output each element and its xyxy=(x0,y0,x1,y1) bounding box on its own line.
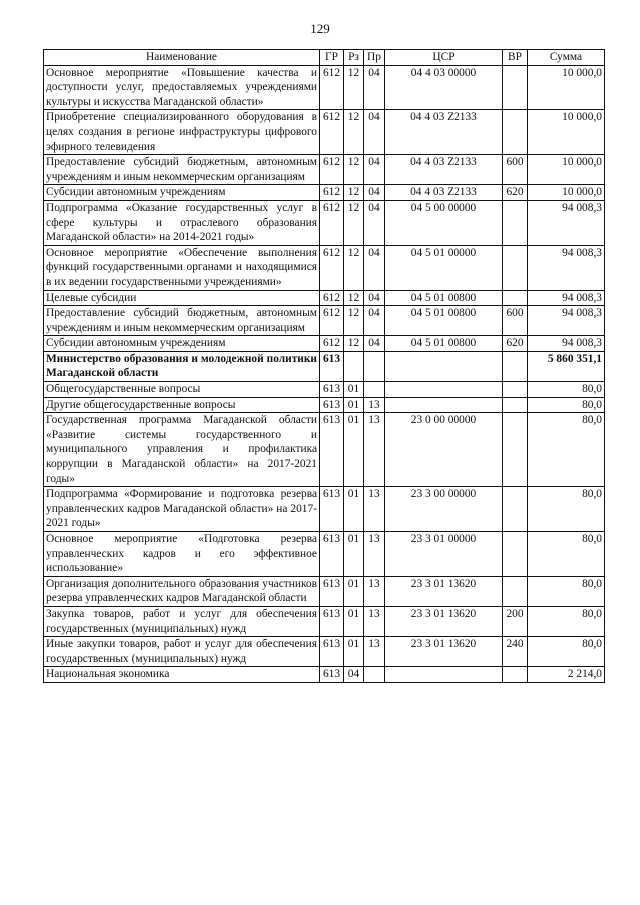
row-name: Подпрограмма «Формирование и подготовка резерва управленческих кадров Магаданской области» на 2017-2021 годы» xyxy=(44,487,320,532)
row-vr xyxy=(503,65,528,110)
row-vr: 600 xyxy=(503,155,528,185)
row-name: Субсидии автономным учреждениям xyxy=(44,185,320,201)
row-rz: 12 xyxy=(344,65,364,110)
row-vr xyxy=(503,382,528,398)
row-gr: 613 xyxy=(320,532,344,577)
table-row xyxy=(44,306,605,336)
row-name: Общегосударственные вопросы xyxy=(44,382,320,398)
row-csr: 04 5 00 00000 xyxy=(385,200,503,245)
row-csr: 04 5 01 00000 xyxy=(385,245,503,290)
row-csr: 04 4 03 Z2133 xyxy=(385,155,503,185)
row-rz: 01 xyxy=(344,397,364,413)
table-row xyxy=(44,532,605,577)
row-vr xyxy=(503,200,528,245)
table-row xyxy=(44,290,605,306)
budget-table xyxy=(43,49,605,683)
row-gr: 613 xyxy=(320,351,344,381)
row-pr: 04 xyxy=(364,336,385,352)
row-csr: 04 5 01 00800 xyxy=(385,306,503,336)
row-sum: 80,0 xyxy=(528,382,605,398)
row-csr: 04 5 01 00800 xyxy=(385,336,503,352)
row-pr: 04 xyxy=(364,110,385,155)
row-rz: 01 xyxy=(344,532,364,577)
row-pr xyxy=(364,351,385,381)
row-gr: 613 xyxy=(320,637,344,667)
row-name: Предоставление субсидий бюджетным, автономным учреждениям и иным некоммерческим организациям xyxy=(44,155,320,185)
row-sum: 5 860 351,1 xyxy=(528,351,605,381)
row-rz: 01 xyxy=(344,606,364,636)
row-rz: 01 xyxy=(344,487,364,532)
row-gr: 613 xyxy=(320,667,344,683)
row-rz: 12 xyxy=(344,290,364,306)
row-gr: 613 xyxy=(320,606,344,636)
row-vr: 200 xyxy=(503,606,528,636)
row-rz: 12 xyxy=(344,200,364,245)
row-pr: 13 xyxy=(364,637,385,667)
row-vr xyxy=(503,667,528,683)
row-rz: 12 xyxy=(344,110,364,155)
row-csr: 23 3 01 13620 xyxy=(385,637,503,667)
row-gr: 612 xyxy=(320,65,344,110)
table-row xyxy=(44,65,605,110)
table-row xyxy=(44,606,605,636)
table-row xyxy=(44,245,605,290)
row-pr: 13 xyxy=(364,606,385,636)
row-pr: 04 xyxy=(364,200,385,245)
row-pr: 13 xyxy=(364,487,385,532)
row-sum: 94 008,3 xyxy=(528,245,605,290)
row-pr xyxy=(364,667,385,683)
row-sum: 10 000,0 xyxy=(528,185,605,201)
row-pr: 13 xyxy=(364,532,385,577)
row-sum: 80,0 xyxy=(528,532,605,577)
row-sum: 94 008,3 xyxy=(528,306,605,336)
header-vr: ВР xyxy=(503,50,528,66)
row-name: Предоставление субсидий бюджетным, автономным учреждениям и иным некоммерческим организациям xyxy=(44,306,320,336)
row-rz: 01 xyxy=(344,413,364,487)
row-vr xyxy=(503,532,528,577)
row-vr xyxy=(503,397,528,413)
row-sum: 94 008,3 xyxy=(528,336,605,352)
header-csr: ЦСР xyxy=(385,50,503,66)
row-pr: 04 xyxy=(364,65,385,110)
table-row xyxy=(44,155,605,185)
table-row xyxy=(44,200,605,245)
row-sum: 94 008,3 xyxy=(528,290,605,306)
row-sum: 10 000,0 xyxy=(528,155,605,185)
row-vr: 600 xyxy=(503,306,528,336)
row-sum: 80,0 xyxy=(528,487,605,532)
row-csr: 04 4 03 00000 xyxy=(385,65,503,110)
row-vr xyxy=(503,576,528,606)
table-header-row xyxy=(44,50,605,66)
row-pr: 13 xyxy=(364,413,385,487)
row-csr: 23 0 00 00000 xyxy=(385,413,503,487)
row-name: Субсидии автономным учреждениям xyxy=(44,336,320,352)
header-rz: Рз xyxy=(344,50,364,66)
row-gr: 612 xyxy=(320,245,344,290)
row-csr xyxy=(385,667,503,683)
row-sum: 80,0 xyxy=(528,606,605,636)
row-csr xyxy=(385,397,503,413)
row-gr: 612 xyxy=(320,185,344,201)
row-rz: 12 xyxy=(344,185,364,201)
row-gr: 613 xyxy=(320,576,344,606)
row-gr: 613 xyxy=(320,487,344,532)
row-sum: 80,0 xyxy=(528,576,605,606)
row-rz: 12 xyxy=(344,306,364,336)
table-row xyxy=(44,487,605,532)
row-pr: 04 xyxy=(364,185,385,201)
table-row xyxy=(44,413,605,487)
row-name: Закупка товаров, работ и услуг для обеспечения государственных (муниципальных) нужд xyxy=(44,606,320,636)
row-csr: 23 3 00 00000 xyxy=(385,487,503,532)
row-name: Основное мероприятие «Подготовка резерва управленческих кадров и его эффективное использование» xyxy=(44,532,320,577)
row-sum: 94 008,3 xyxy=(528,200,605,245)
row-sum: 10 000,0 xyxy=(528,65,605,110)
row-name: Министерство образования и молодежной политики Магаданской области xyxy=(44,351,320,381)
header-gr: ГР xyxy=(320,50,344,66)
row-sum: 10 000,0 xyxy=(528,110,605,155)
row-sum: 2 214,0 xyxy=(528,667,605,683)
row-pr: 13 xyxy=(364,397,385,413)
row-rz: 12 xyxy=(344,336,364,352)
row-pr: 04 xyxy=(364,245,385,290)
row-name: Национальная экономика xyxy=(44,667,320,683)
row-sum: 80,0 xyxy=(528,637,605,667)
row-rz xyxy=(344,351,364,381)
row-pr: 04 xyxy=(364,306,385,336)
row-rz: 04 xyxy=(344,667,364,683)
row-sum: 80,0 xyxy=(528,413,605,487)
row-pr: 13 xyxy=(364,576,385,606)
table-row xyxy=(44,382,605,398)
row-vr: 620 xyxy=(503,336,528,352)
row-gr: 612 xyxy=(320,110,344,155)
row-gr: 612 xyxy=(320,306,344,336)
row-vr: 620 xyxy=(503,185,528,201)
row-name: Организация дополнительного образования участников резерва управленческих кадров Магаданской области xyxy=(44,576,320,606)
table-body xyxy=(44,65,605,682)
row-name: Целевые субсидии xyxy=(44,290,320,306)
row-name: Другие общегосударственные вопросы xyxy=(44,397,320,413)
table-row xyxy=(44,185,605,201)
row-name: Основное мероприятие «Обеспечение выполнения функций государственными органами и находящимися в их ведении государственными учреждениями» xyxy=(44,245,320,290)
row-pr: 04 xyxy=(364,155,385,185)
row-vr xyxy=(503,110,528,155)
row-pr: 04 xyxy=(364,290,385,306)
row-csr: 23 3 01 00000 xyxy=(385,532,503,577)
table-row xyxy=(44,576,605,606)
row-gr: 612 xyxy=(320,155,344,185)
table-row xyxy=(44,110,605,155)
row-gr: 613 xyxy=(320,382,344,398)
row-csr: 04 4 03 Z2133 xyxy=(385,185,503,201)
table-row xyxy=(44,336,605,352)
row-vr xyxy=(503,487,528,532)
row-gr: 613 xyxy=(320,413,344,487)
row-gr: 613 xyxy=(320,397,344,413)
row-vr xyxy=(503,245,528,290)
table-row xyxy=(44,637,605,667)
table-row xyxy=(44,397,605,413)
row-rz: 01 xyxy=(344,576,364,606)
header-pr: Пр xyxy=(364,50,385,66)
row-gr: 612 xyxy=(320,200,344,245)
row-vr xyxy=(503,351,528,381)
page-number: 129 xyxy=(310,21,330,36)
row-rz: 01 xyxy=(344,382,364,398)
table-row xyxy=(44,667,605,683)
row-name: Подпрограмма «Оказание государственных услуг в сфере культуры и отраслевого образования Магаданской области» на 2014-2021 годы» xyxy=(44,200,320,245)
row-rz: 12 xyxy=(344,155,364,185)
table-row xyxy=(44,351,605,381)
row-rz: 01 xyxy=(344,637,364,667)
row-gr: 612 xyxy=(320,336,344,352)
row-pr xyxy=(364,382,385,398)
row-gr: 612 xyxy=(320,290,344,306)
row-vr xyxy=(503,413,528,487)
row-name: Государственная программа Магаданской области «Развитие системы государственного и муниципального управления и профилактика коррупции в Магаданской области» на 2017-2021 годы» xyxy=(44,413,320,487)
row-name: Приобретение специализированного оборудования в целях создания в регионе инфраструктуры цифрового эфирного телевидения xyxy=(44,110,320,155)
row-csr: 04 5 01 00800 xyxy=(385,290,503,306)
row-csr xyxy=(385,382,503,398)
row-csr xyxy=(385,351,503,381)
row-vr xyxy=(503,290,528,306)
row-rz: 12 xyxy=(344,245,364,290)
row-vr: 240 xyxy=(503,637,528,667)
header-name: Наименование xyxy=(44,50,320,66)
header-sum: Сумма xyxy=(528,50,605,66)
row-name: Иные закупки товаров, работ и услуг для обеспечения государственных (муниципальных) нужд xyxy=(44,637,320,667)
row-csr: 23 3 01 13620 xyxy=(385,576,503,606)
row-sum: 80,0 xyxy=(528,397,605,413)
row-csr: 04 4 03 Z2133 xyxy=(385,110,503,155)
row-csr: 23 3 01 13620 xyxy=(385,606,503,636)
row-name: Основное мероприятие «Повышение качества и доступности услуг, предоставляемых учреждениями культуры и искусства Магаданской области» xyxy=(44,65,320,110)
